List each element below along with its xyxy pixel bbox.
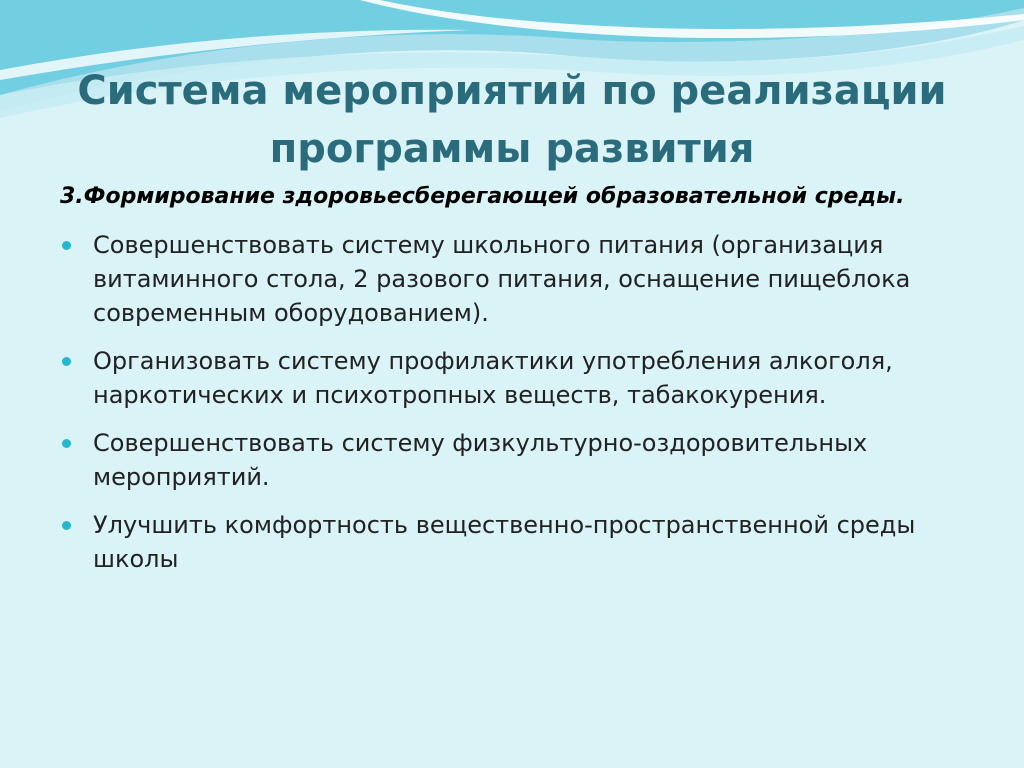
bullet-item [60, 426, 990, 494]
dot-icon [62, 439, 71, 448]
bullet-text: Совершенствовать систему физкультурно-оздоровительных мероприятий. [93, 429, 868, 491]
slide-title: Система мероприятий по реализации программы развития [77, 68, 947, 172]
bullet-item [60, 228, 990, 330]
bullet-list [60, 228, 990, 576]
bullet-text: Совершенствовать систему школьного питания (организация витаминного стола, 2 разового питания, оснащение пищеблока современным оборудованием). [93, 231, 911, 327]
bullet-text: Организовать систему профилактики употребления алкоголя, наркотических и психотропных веществ, табакокурения. [93, 347, 893, 409]
bullet-item [60, 508, 990, 576]
bullet-item [60, 344, 990, 412]
section-subtitle: 3.Формирование здоровьесберегающей образовательной среды. [60, 184, 905, 209]
bullet-text: Улучшить комфортность вещественно-пространственной среды школы [93, 511, 916, 573]
dot-icon [62, 241, 71, 250]
dot-icon [62, 357, 71, 366]
slide-content [60, 180, 990, 590]
dot-icon [62, 521, 71, 530]
